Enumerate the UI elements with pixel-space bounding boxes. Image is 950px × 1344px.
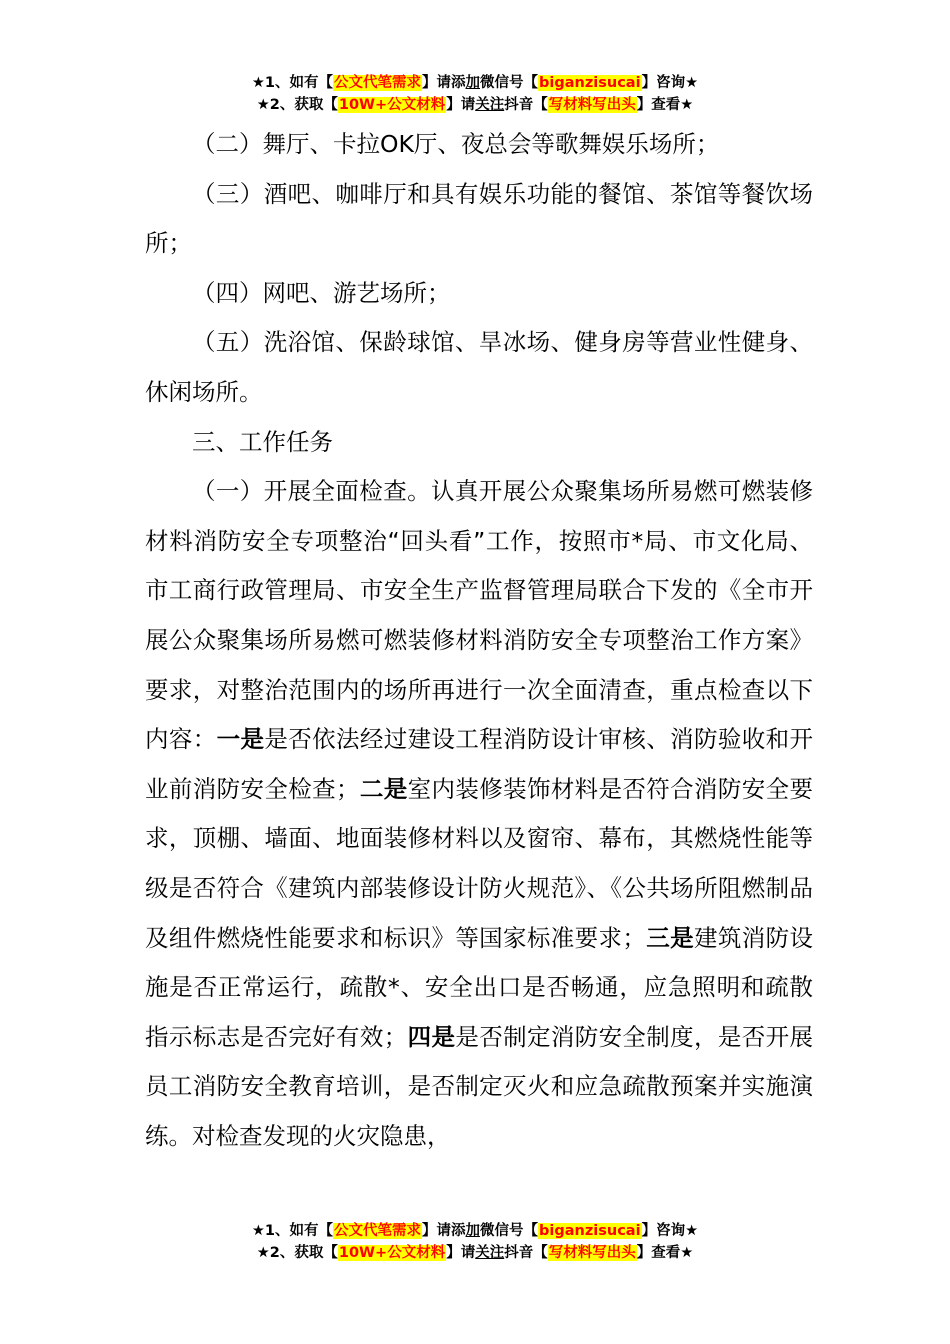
promo-text: 】咨询★ [641, 1223, 699, 1239]
promo-text: 】请 [446, 1245, 476, 1261]
promo-text: 抖音【 [504, 1245, 548, 1261]
promo-text: 】请 [446, 97, 476, 113]
promo-text: 】咨询★ [641, 75, 699, 91]
promo-text: ★2、获取【 [256, 97, 338, 113]
list-item-3: （三）酒吧、咖啡厅和具有娱乐功能的餐馆、茶馆等餐饮场所； [145, 179, 813, 258]
promo-line-1 [0, 72, 950, 94]
promo-text: 微信号【 [480, 1223, 539, 1239]
section-heading: 三、工作任务 [192, 427, 333, 456]
paragraph-text: 是否制定消防安全制度，是否开展员工消防安全教育培训，是否制定灭火和应急疏散预案并实施演练。对检查发现的火灾隐患， [145, 1022, 814, 1150]
list-item-5: （五）洗浴馆、保龄球馆、旱冰场、健身房等营业性健身、休闲场所。 [145, 328, 813, 406]
promo-text: ★2、获取【 [256, 1245, 338, 1261]
promo-line-1 [0, 1220, 950, 1242]
promo-highlight: 10W+公文材料 [338, 97, 446, 113]
promo-text: 】请添 [422, 1223, 466, 1239]
promo-highlight: 公文代笔需求 [334, 75, 422, 91]
list-item-4: （四）网吧、游艺场所； [192, 278, 451, 307]
promo-highlight: 写材料写出头 [548, 1245, 636, 1261]
bold-marker: 一是 [216, 725, 265, 754]
promo-highlight: 写材料写出头 [548, 97, 636, 113]
bold-marker: 四是 [407, 1022, 456, 1051]
promo-line-2 [0, 94, 950, 116]
promo-text: ★1、如有【 [251, 75, 334, 91]
task-paragraph-1 [145, 467, 813, 1161]
promo-text: 】查看★ [636, 97, 694, 113]
promo-text: 】请添 [422, 75, 466, 91]
promo-underlined: 加 [465, 75, 481, 91]
list-item-2: （二）舞厅、卡拉OK厅、夜总会等歌舞娱乐场所； [192, 130, 720, 158]
promo-text: 】查看★ [636, 1245, 694, 1261]
promo-highlight: 10W+公文材料 [338, 1245, 446, 1261]
paragraph-text: 室内装修装饰材料是否符合消防安全要求，顶棚、墙面、地面装修材料以及窗帘、幕布，其燃烧性能等级是否符合《建筑内部装修设计防火规范》、《公共场所阻燃制品及组件燃烧性能要求和标识》等国家标准要求； [145, 774, 814, 952]
promo-text: 抖音【 [504, 97, 548, 113]
promo-text: ★1、如有【 [251, 1223, 334, 1239]
promo-line-2 [0, 1242, 950, 1264]
promo-banner-bottom [0, 1220, 950, 1264]
bold-marker: 三是 [645, 923, 695, 952]
paragraph-text: 是否依法经过建设工程消防设计审核、消防验收和开业前消防安全检查； [145, 725, 814, 803]
promo-underlined: 关注 [475, 97, 505, 113]
bold-marker: 二是 [359, 774, 408, 803]
paragraph-text: 建筑消防设施是否正常运行，疏散*、安全出口是否畅通，应急照明和疏散指示标志是否完好有效； [145, 923, 814, 1051]
promo-highlight: biganzisucai [539, 1223, 641, 1239]
paragraph-text: （一）开展全面检查。认真开展公众聚集场所易燃可燃装修材料消防安全专项整治“回头看”工作，按照市*局、市文化局、市工商行政管理局、市安全生产监督管理局联合下发的《全市开展公众聚集场所易燃可燃装修材料消防安全专项整治工作方案》要求，对整治范围内的场所再进行一次全面清查，重点检查以下内容： [145, 477, 813, 754]
promo-banner-top [0, 72, 950, 116]
promo-underlined: 关注 [475, 1245, 505, 1261]
promo-underlined: 加 [465, 1223, 481, 1239]
promo-highlight: 公文代笔需求 [334, 1223, 422, 1239]
document-body [145, 120, 813, 1161]
promo-highlight: biganzisucai [539, 75, 641, 91]
promo-text: 微信号【 [480, 75, 539, 91]
